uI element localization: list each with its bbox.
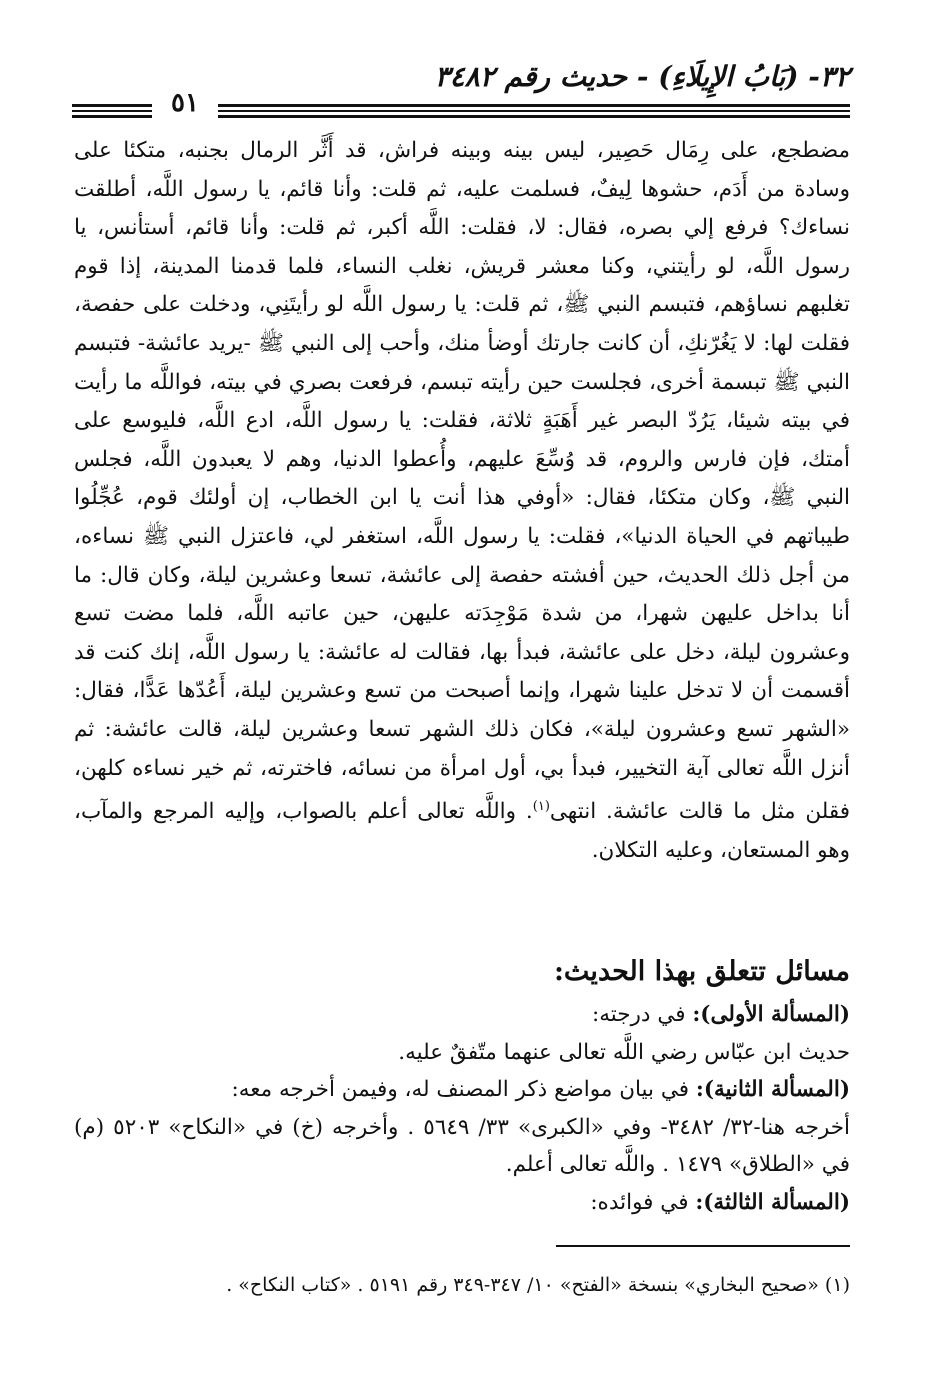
issue-2 — [74, 1071, 850, 1109]
issue-1-label: (المسألة الأولى): — [692, 1002, 850, 1027]
section-heading: مسائل تتعلق بهذا الحديث: — [553, 956, 850, 987]
issue-3-title: في فوائده: — [590, 1189, 689, 1215]
page-number: ٥١ — [152, 88, 218, 118]
issue-3 — [74, 1184, 850, 1222]
hadith-paragraph — [74, 132, 850, 870]
page-header — [72, 60, 850, 120]
hadith-paragraph-main: مضطجع، على رِمَال حَصِير، ليس بينه وبينه فراش، قد أَثَّر الرمال بجنبه، متكئا على وسادة من أَدَم، حشوها لِيفٌ، فسلمت عليه، ثم قلت: وأنا قائم، يا رسول اللَّه، أطلقت نساءك؟ فرفع إلي بصره، فقال: لا، فقلت: اللَّه أكبر، ثم قلت: وأنا قائم، أستأنس، يا رسول اللَّه، لو رأيتني، وكنا معشر قريش، نغلب النساء، فلما قدمنا المدينة، إذا قوم تغلبهم نساؤهم، فتبسم النبي ﷺ، ثم قلت: يا رسول اللَّه لو رأيتَنِي، ودخلت على حفصة، فقلت لها: لا يَغُرّنكِ، أن كانت جارتك أوضأ منك، وأحب إلى النبي ﷺ -يريد عائشة- فتبسم النبي ﷺ تبسمة أخرى، فجلست حين رأيته تبسم، فرفعت بصري في بيته، فواللَّه ما رأيت في بيته شيئا، يَرُدّ البصر غير أَهَبَةٍ ثلاثة، فقلت: يا رسول اللَّه، ادع اللَّه، فليوسع على أمتك، فإن فارس والروم، قد وُسِّعَ عليهم، وأُعطوا الدنيا، وهم لا يعبدون اللَّه، فجلس النبي ﷺ، وكان متكئا، فقال: «أوفي هذا أنت يا ابن الخطاب، إن أولئك قوم، عُجِّلُوا طيباتهم في الحياة الدنيا»، فقلت: يا رسول اللَّه، استغفر لي، فاعتزل النبي ﷺ نساءه، من أجل ذلك الحديث، حين أفشته حفصة إلى عائشة، تسعا وعشرين ليلة، وكان قال: ما أنا بداخل عليهن شهرا، من شدة مَوْجِدَته عليهن، حين عاتبه اللَّه، فلما مضت تسع وعشرون ليلة، دخل على عائشة، فبدأ بها، فقالت له عائشة: يا رسول اللَّه، إنك كنت قد أقسمت أن لا تدخل علينا شهرا، وإنما أصبحت من تسع وعشرين ليلة، أَعُدّها عَدًّا، فقال: «الشهر تسع وعشرون ليلة»، فكان ذلك الشهر تسعا وعشرين ليلة، قالت عائشة: ثم أنزل اللَّه تعالى آية التخيير، فبدأ بي، أول امرأة من نسائه، فاخترته، ثم خير نساءه كلهن، فقلن مثل ما قالت عائشة. انتهى — [74, 138, 850, 825]
issue-2-label: (المسألة الثانية): — [695, 1077, 850, 1102]
chapter-title: ٣٢- (بَابُ الإِيلَاءِ) - حديث رقم ٣٤٨٢ — [434, 60, 850, 93]
hadith-text — [74, 132, 850, 870]
hadith-paragraph-end: . واللَّه تعالى أعلم بالصواب، وإليه المرجع والمآب، وهو المستعان، وعليه التكلان. — [74, 799, 850, 863]
footnote-marker: (١) — [532, 799, 550, 815]
issue-1-title: في درجته: — [591, 1002, 686, 1027]
footnote-rule — [556, 1245, 850, 1247]
footnote: (١) «صحيح البخاري» بنسخة «الفتح» ١٠/ ٣٤٧-٣٤٩ رقم ٥١٩١ . «كتاب النكاح» . — [226, 1274, 850, 1296]
issue-1-body: حديث ابن عبّاس رضي اللَّه تعالى عنهما متّفقٌ عليه. — [398, 1039, 850, 1065]
issue-1 — [74, 996, 850, 1034]
issue-3-label: (المسألة الثالثة): — [695, 1189, 850, 1215]
issue-2-body: أخرجه هنا-٣٢/ ٣٤٨٢- وفي «الكبرى» ٣٣/ ٥٦٤٩ . وأخرجه (خ) في «النكاح» ٥٢٠٣ (م) في «الطلاق» ١٤٧٩ . واللَّه تعالى أعلم. — [74, 1114, 851, 1177]
issues-section — [74, 950, 850, 1221]
issue-2-title: في بيان مواضع ذكر المصنف له، وفيمن أخرجه معه: — [231, 1077, 690, 1102]
